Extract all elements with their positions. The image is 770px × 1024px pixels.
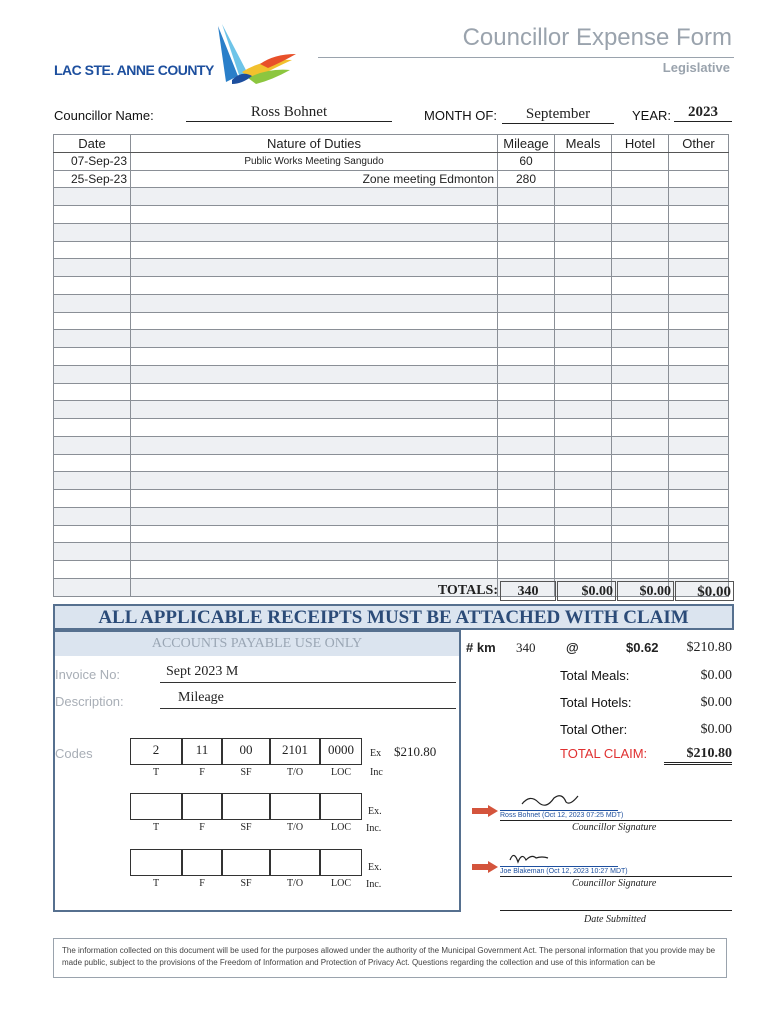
- row-date[interactable]: [54, 330, 131, 348]
- sign-here-arrow-icon[interactable]: [472, 804, 498, 816]
- row-other[interactable]: [669, 454, 729, 472]
- row-date[interactable]: [54, 277, 131, 295]
- column-header-mileage: Mileage: [498, 135, 555, 153]
- code-box[interactable]: [182, 793, 222, 820]
- code-label: F: [199, 767, 205, 778]
- row-meals[interactable]: [555, 543, 612, 561]
- date-submitted-label: Date Submitted: [584, 914, 646, 925]
- row-hotel[interactable]: [612, 152, 669, 170]
- row-other[interactable]: [669, 472, 729, 490]
- row-duty[interactable]: [131, 490, 498, 508]
- row-hotel[interactable]: [612, 454, 669, 472]
- code-label: T: [152, 878, 160, 889]
- row-hotel[interactable]: [612, 490, 669, 508]
- form-title: Councillor Expense Form: [462, 24, 732, 51]
- total-other-value: $0.00: [700, 722, 732, 737]
- row-meals[interactable]: [555, 490, 612, 508]
- row-date[interactable]: [54, 383, 131, 401]
- ex-label-2: Ex.: [368, 806, 382, 817]
- row-date[interactable]: [54, 561, 131, 579]
- row-duty[interactable]: [131, 330, 498, 348]
- row-hotel[interactable]: [612, 365, 669, 383]
- row-meals[interactable]: [555, 365, 612, 383]
- row-duty[interactable]: [131, 419, 498, 437]
- row-hotel[interactable]: [612, 330, 669, 348]
- org-name: LAC STE. ANNE COUNTY: [54, 62, 214, 78]
- row-other[interactable]: [669, 223, 729, 241]
- signature-image: [506, 848, 550, 868]
- row-hotel[interactable]: [612, 170, 669, 188]
- row-mileage[interactable]: [498, 401, 555, 419]
- row-hotel[interactable]: [612, 348, 669, 366]
- row-other[interactable]: [669, 525, 729, 543]
- code-box[interactable]: 2101: [270, 738, 320, 765]
- month-label: MONTH OF:: [424, 108, 497, 123]
- row-hotel[interactable]: [612, 312, 669, 330]
- total-hotels-value: $0.00: [700, 695, 732, 710]
- column-header-other: Other: [669, 135, 729, 153]
- codes-label: Codes: [55, 746, 93, 761]
- signature-note-1: Ross Bohnet (Oct 12, 2023 07:25 MDT): [500, 812, 624, 819]
- column-header-duties: Nature of Duties: [131, 135, 498, 153]
- code-label: F: [199, 878, 205, 889]
- row-date[interactable]: [54, 525, 131, 543]
- description-line: [160, 708, 456, 709]
- description-label: Description:: [55, 694, 124, 709]
- row-date[interactable]: [54, 312, 131, 330]
- row-hotel[interactable]: [612, 507, 669, 525]
- table-row: [54, 561, 729, 579]
- row-other[interactable]: [669, 561, 729, 579]
- table-row: [54, 152, 729, 170]
- code-label: F: [199, 822, 205, 833]
- code-label: LOC: [331, 767, 351, 778]
- row-meals[interactable]: [555, 312, 612, 330]
- invoice-line: [160, 682, 456, 683]
- signature-line-1[interactable]: [500, 810, 618, 811]
- row-date[interactable]: [54, 259, 131, 277]
- row-date[interactable]: [54, 436, 131, 454]
- code-box[interactable]: [222, 793, 270, 820]
- row-duty[interactable]: [131, 348, 498, 366]
- year-label: YEAR:: [632, 108, 672, 123]
- row-mileage[interactable]: [498, 419, 555, 437]
- row-mileage[interactable]: [498, 490, 555, 508]
- row-hotel[interactable]: [612, 401, 669, 419]
- row-other[interactable]: [669, 507, 729, 525]
- table-row: [54, 436, 729, 454]
- row-date[interactable]: 25-Sep-23: [54, 170, 131, 188]
- table-row: [54, 401, 729, 419]
- row-hotel[interactable]: [612, 223, 669, 241]
- row-mileage[interactable]: [498, 543, 555, 561]
- code-label: T: [152, 767, 160, 778]
- row-meals[interactable]: [555, 436, 612, 454]
- row-mileage[interactable]: [498, 383, 555, 401]
- row-duty[interactable]: [131, 436, 498, 454]
- invoice-label: Invoice No:: [55, 667, 121, 682]
- county-logo-mark: [212, 24, 302, 86]
- row-duty[interactable]: [131, 543, 498, 561]
- row-date[interactable]: [54, 507, 131, 525]
- code-label: T/O: [286, 767, 304, 778]
- row-meals[interactable]: [555, 383, 612, 401]
- km-value: 340: [516, 640, 536, 655]
- row-mileage[interactable]: [498, 525, 555, 543]
- row-other[interactable]: [669, 277, 729, 295]
- row-date[interactable]: [54, 365, 131, 383]
- row-mileage[interactable]: [498, 454, 555, 472]
- table-row: [54, 543, 729, 561]
- row-hotel[interactable]: [612, 436, 669, 454]
- row-date[interactable]: [54, 188, 131, 206]
- code-label: T: [152, 822, 160, 833]
- row-other[interactable]: [669, 419, 729, 437]
- row-duty[interactable]: [131, 561, 498, 579]
- row-meals[interactable]: [555, 294, 612, 312]
- row-duty[interactable]: [131, 259, 498, 277]
- row-duty[interactable]: [131, 383, 498, 401]
- councillor-name-field[interactable]: Ross Bohnet: [186, 104, 392, 122]
- code-label: LOC: [331, 878, 351, 889]
- row-date[interactable]: [54, 472, 131, 490]
- row-meals[interactable]: [555, 152, 612, 170]
- mileage-total: $210.80: [686, 640, 732, 655]
- row-mileage[interactable]: [498, 259, 555, 277]
- row-date[interactable]: [54, 401, 131, 419]
- inc-label: Inc: [370, 767, 383, 778]
- row-other[interactable]: [669, 312, 729, 330]
- month-field[interactable]: September: [502, 106, 614, 124]
- row-mileage[interactable]: 60: [498, 152, 555, 170]
- row-meals[interactable]: [555, 330, 612, 348]
- row-date[interactable]: [54, 223, 131, 241]
- table-row: [54, 259, 729, 277]
- total-other-label: Total Other:: [560, 722, 628, 737]
- row-meals[interactable]: [555, 472, 612, 490]
- row-duty[interactable]: Public Works Meeting Sangudo: [131, 152, 498, 170]
- row-date[interactable]: [54, 241, 131, 259]
- row-hotel[interactable]: [612, 525, 669, 543]
- privacy-notice: The information collected on this document will be used for the purposes allowed under the authority of the Municipal Government Act. The personal information that you provide may be made public, subject to the provisions of the Freedom of Information and Protection of Privacy Act. Questions regarding the collection and use of this information can be: [53, 938, 727, 978]
- row-meals[interactable]: [555, 277, 612, 295]
- table-row: [54, 383, 729, 401]
- year-field[interactable]: 2023: [674, 104, 732, 122]
- code-box[interactable]: [320, 793, 362, 820]
- code-box[interactable]: 00: [222, 738, 270, 765]
- row-duty[interactable]: [131, 312, 498, 330]
- row-duty[interactable]: [131, 223, 498, 241]
- row-mileage[interactable]: [498, 365, 555, 383]
- row-mileage[interactable]: [498, 206, 555, 224]
- row-hotel[interactable]: [612, 206, 669, 224]
- receipts-banner: ALL APPLICABLE RECEIPTS MUST BE ATTACHED WITH CLAIM: [53, 604, 734, 630]
- row-hotel[interactable]: [612, 561, 669, 579]
- inc-label-3: Inc.: [366, 879, 382, 890]
- at-symbol: @: [566, 640, 579, 655]
- total-meals-value: $0.00: [700, 668, 732, 683]
- row-mileage[interactable]: [498, 561, 555, 579]
- row-meals[interactable]: [555, 507, 612, 525]
- total-claim-value: $210.80: [664, 746, 732, 765]
- row-mileage[interactable]: [498, 472, 555, 490]
- code-box[interactable]: 2: [130, 738, 182, 765]
- row-duty[interactable]: [131, 525, 498, 543]
- signature-note-2: Joe Blakeman (Oct 12, 2023 10:27 MDT): [500, 868, 628, 875]
- row-duty[interactable]: [131, 206, 498, 224]
- row-date[interactable]: [54, 578, 131, 596]
- row-duty[interactable]: [131, 294, 498, 312]
- row-mileage[interactable]: [498, 294, 555, 312]
- row-date[interactable]: [54, 348, 131, 366]
- row-other[interactable]: [669, 294, 729, 312]
- row-hotel[interactable]: [612, 259, 669, 277]
- row-other[interactable]: [669, 490, 729, 508]
- row-date[interactable]: [54, 206, 131, 224]
- row-date[interactable]: [54, 543, 131, 561]
- row-duty[interactable]: [131, 365, 498, 383]
- row-other[interactable]: [669, 241, 729, 259]
- code-box[interactable]: [182, 849, 222, 876]
- row-mileage[interactable]: [498, 223, 555, 241]
- signature-image: [520, 790, 580, 810]
- row-mileage[interactable]: [498, 188, 555, 206]
- row-other[interactable]: [669, 348, 729, 366]
- table-row: [54, 223, 729, 241]
- row-hotel[interactable]: [612, 277, 669, 295]
- row-date[interactable]: [54, 454, 131, 472]
- code-label: T/O: [286, 822, 304, 833]
- column-header-hotel: Hotel: [612, 135, 669, 153]
- row-other[interactable]: [669, 543, 729, 561]
- row-other[interactable]: [669, 383, 729, 401]
- row-other[interactable]: [669, 436, 729, 454]
- row-meals[interactable]: [555, 241, 612, 259]
- ex-label: Ex: [370, 748, 382, 759]
- table-row: [54, 170, 729, 188]
- total-hotels-label: Total Hotels:: [560, 695, 632, 710]
- code-label: T/O: [286, 878, 304, 889]
- total-hotel: $0.00: [617, 581, 674, 601]
- row-other[interactable]: [669, 401, 729, 419]
- row-mileage[interactable]: [498, 312, 555, 330]
- date-submitted-line[interactable]: [500, 910, 732, 911]
- row-duty[interactable]: Zone meeting Edmonton: [131, 170, 498, 188]
- row-hotel[interactable]: [612, 419, 669, 437]
- expense-table: [53, 134, 729, 597]
- row-date[interactable]: 07-Sep-23: [54, 152, 131, 170]
- table-row: [54, 525, 729, 543]
- table-row: [54, 312, 729, 330]
- total-mileage: 340: [500, 581, 556, 601]
- signature-label-1: Councillor Signature: [572, 822, 657, 833]
- row-mileage[interactable]: [498, 330, 555, 348]
- row-hotel[interactable]: [612, 188, 669, 206]
- row-duty[interactable]: [131, 401, 498, 419]
- km-label: # km: [466, 640, 496, 655]
- table-row: [54, 277, 729, 295]
- title-divider: [318, 57, 734, 58]
- row-hotel[interactable]: [612, 543, 669, 561]
- code-label: SF: [240, 767, 252, 778]
- table-row: [54, 472, 729, 490]
- code-amount[interactable]: $210.80: [394, 744, 437, 759]
- row-meals[interactable]: [555, 561, 612, 579]
- row-duty[interactable]: [131, 507, 498, 525]
- code-label: LOC: [331, 822, 351, 833]
- row-meals[interactable]: [555, 525, 612, 543]
- code-box[interactable]: [320, 849, 362, 876]
- mileage-rate: $0.62: [626, 640, 659, 655]
- code-box[interactable]: [270, 793, 320, 820]
- table-row: [54, 419, 729, 437]
- total-other: $0.00: [675, 581, 734, 601]
- row-duty[interactable]: [131, 241, 498, 259]
- inc-label-2: Inc.: [366, 823, 382, 834]
- row-mileage[interactable]: 280: [498, 170, 555, 188]
- table-row: [54, 507, 729, 525]
- row-meals[interactable]: [555, 348, 612, 366]
- description-field[interactable]: Mileage: [178, 690, 224, 705]
- code-box[interactable]: 11: [182, 738, 222, 765]
- column-header-meals: Meals: [555, 135, 612, 153]
- total-meals-label: Total Meals:: [560, 668, 630, 683]
- table-row: [54, 294, 729, 312]
- row-other[interactable]: [669, 152, 729, 170]
- row-duty[interactable]: [131, 454, 498, 472]
- row-mileage[interactable]: [498, 507, 555, 525]
- row-date[interactable]: [54, 419, 131, 437]
- row-mileage[interactable]: [498, 241, 555, 259]
- signature-label-2: Councillor Signature: [572, 878, 657, 889]
- row-meals[interactable]: [555, 170, 612, 188]
- table-row: [54, 490, 729, 508]
- signature-rule-2: [500, 876, 732, 877]
- table-row: [54, 206, 729, 224]
- row-hotel[interactable]: [612, 383, 669, 401]
- row-meals[interactable]: [555, 401, 612, 419]
- row-duty[interactable]: [131, 277, 498, 295]
- total-claim-label: TOTAL CLAIM:: [560, 746, 648, 761]
- invoice-field[interactable]: Sept 2023 M: [166, 664, 239, 679]
- code-label: SF: [240, 878, 252, 889]
- table-row: [54, 330, 729, 348]
- table-row: [54, 454, 729, 472]
- row-meals[interactable]: [555, 188, 612, 206]
- row-duty[interactable]: [131, 188, 498, 206]
- row-meals[interactable]: [555, 206, 612, 224]
- code-box[interactable]: [270, 849, 320, 876]
- signature-line-2[interactable]: [500, 866, 618, 867]
- row-hotel[interactable]: [612, 241, 669, 259]
- column-header-date: Date: [54, 135, 131, 153]
- row-date[interactable]: [54, 294, 131, 312]
- row-hotel[interactable]: [612, 472, 669, 490]
- row-other[interactable]: [669, 170, 729, 188]
- table-row: [54, 188, 729, 206]
- form-subtitle: Legislative: [662, 60, 730, 75]
- row-mileage[interactable]: [498, 277, 555, 295]
- table-row: [54, 365, 729, 383]
- row-mileage[interactable]: [498, 436, 555, 454]
- code-box[interactable]: [222, 849, 270, 876]
- row-other[interactable]: [669, 259, 729, 277]
- row-hotel[interactable]: [612, 294, 669, 312]
- row-other[interactable]: [669, 188, 729, 206]
- code-box[interactable]: [130, 793, 182, 820]
- row-meals[interactable]: [555, 454, 612, 472]
- table-row: [54, 241, 729, 259]
- row-duty[interactable]: [131, 472, 498, 490]
- code-box[interactable]: [130, 849, 182, 876]
- row-mileage[interactable]: [498, 348, 555, 366]
- row-other[interactable]: [669, 365, 729, 383]
- councillor-name-label: Councillor Name:: [54, 108, 154, 123]
- accounts-payable-heading: ACCOUNTS PAYABLE USE ONLY: [55, 632, 459, 656]
- totals-label: TOTALS:: [437, 583, 498, 598]
- code-label: SF: [240, 822, 252, 833]
- row-meals[interactable]: [555, 259, 612, 277]
- row-meals[interactable]: [555, 419, 612, 437]
- total-meals: $0.00: [557, 581, 616, 601]
- row-date[interactable]: [54, 490, 131, 508]
- code-box[interactable]: 0000: [320, 738, 362, 765]
- ex-label-3: Ex.: [368, 862, 382, 873]
- signature-rule-1: [500, 820, 732, 821]
- row-other[interactable]: [669, 330, 729, 348]
- sign-here-arrow-icon[interactable]: [472, 860, 498, 872]
- row-other[interactable]: [669, 206, 729, 224]
- row-meals[interactable]: [555, 223, 612, 241]
- table-row: [54, 348, 729, 366]
